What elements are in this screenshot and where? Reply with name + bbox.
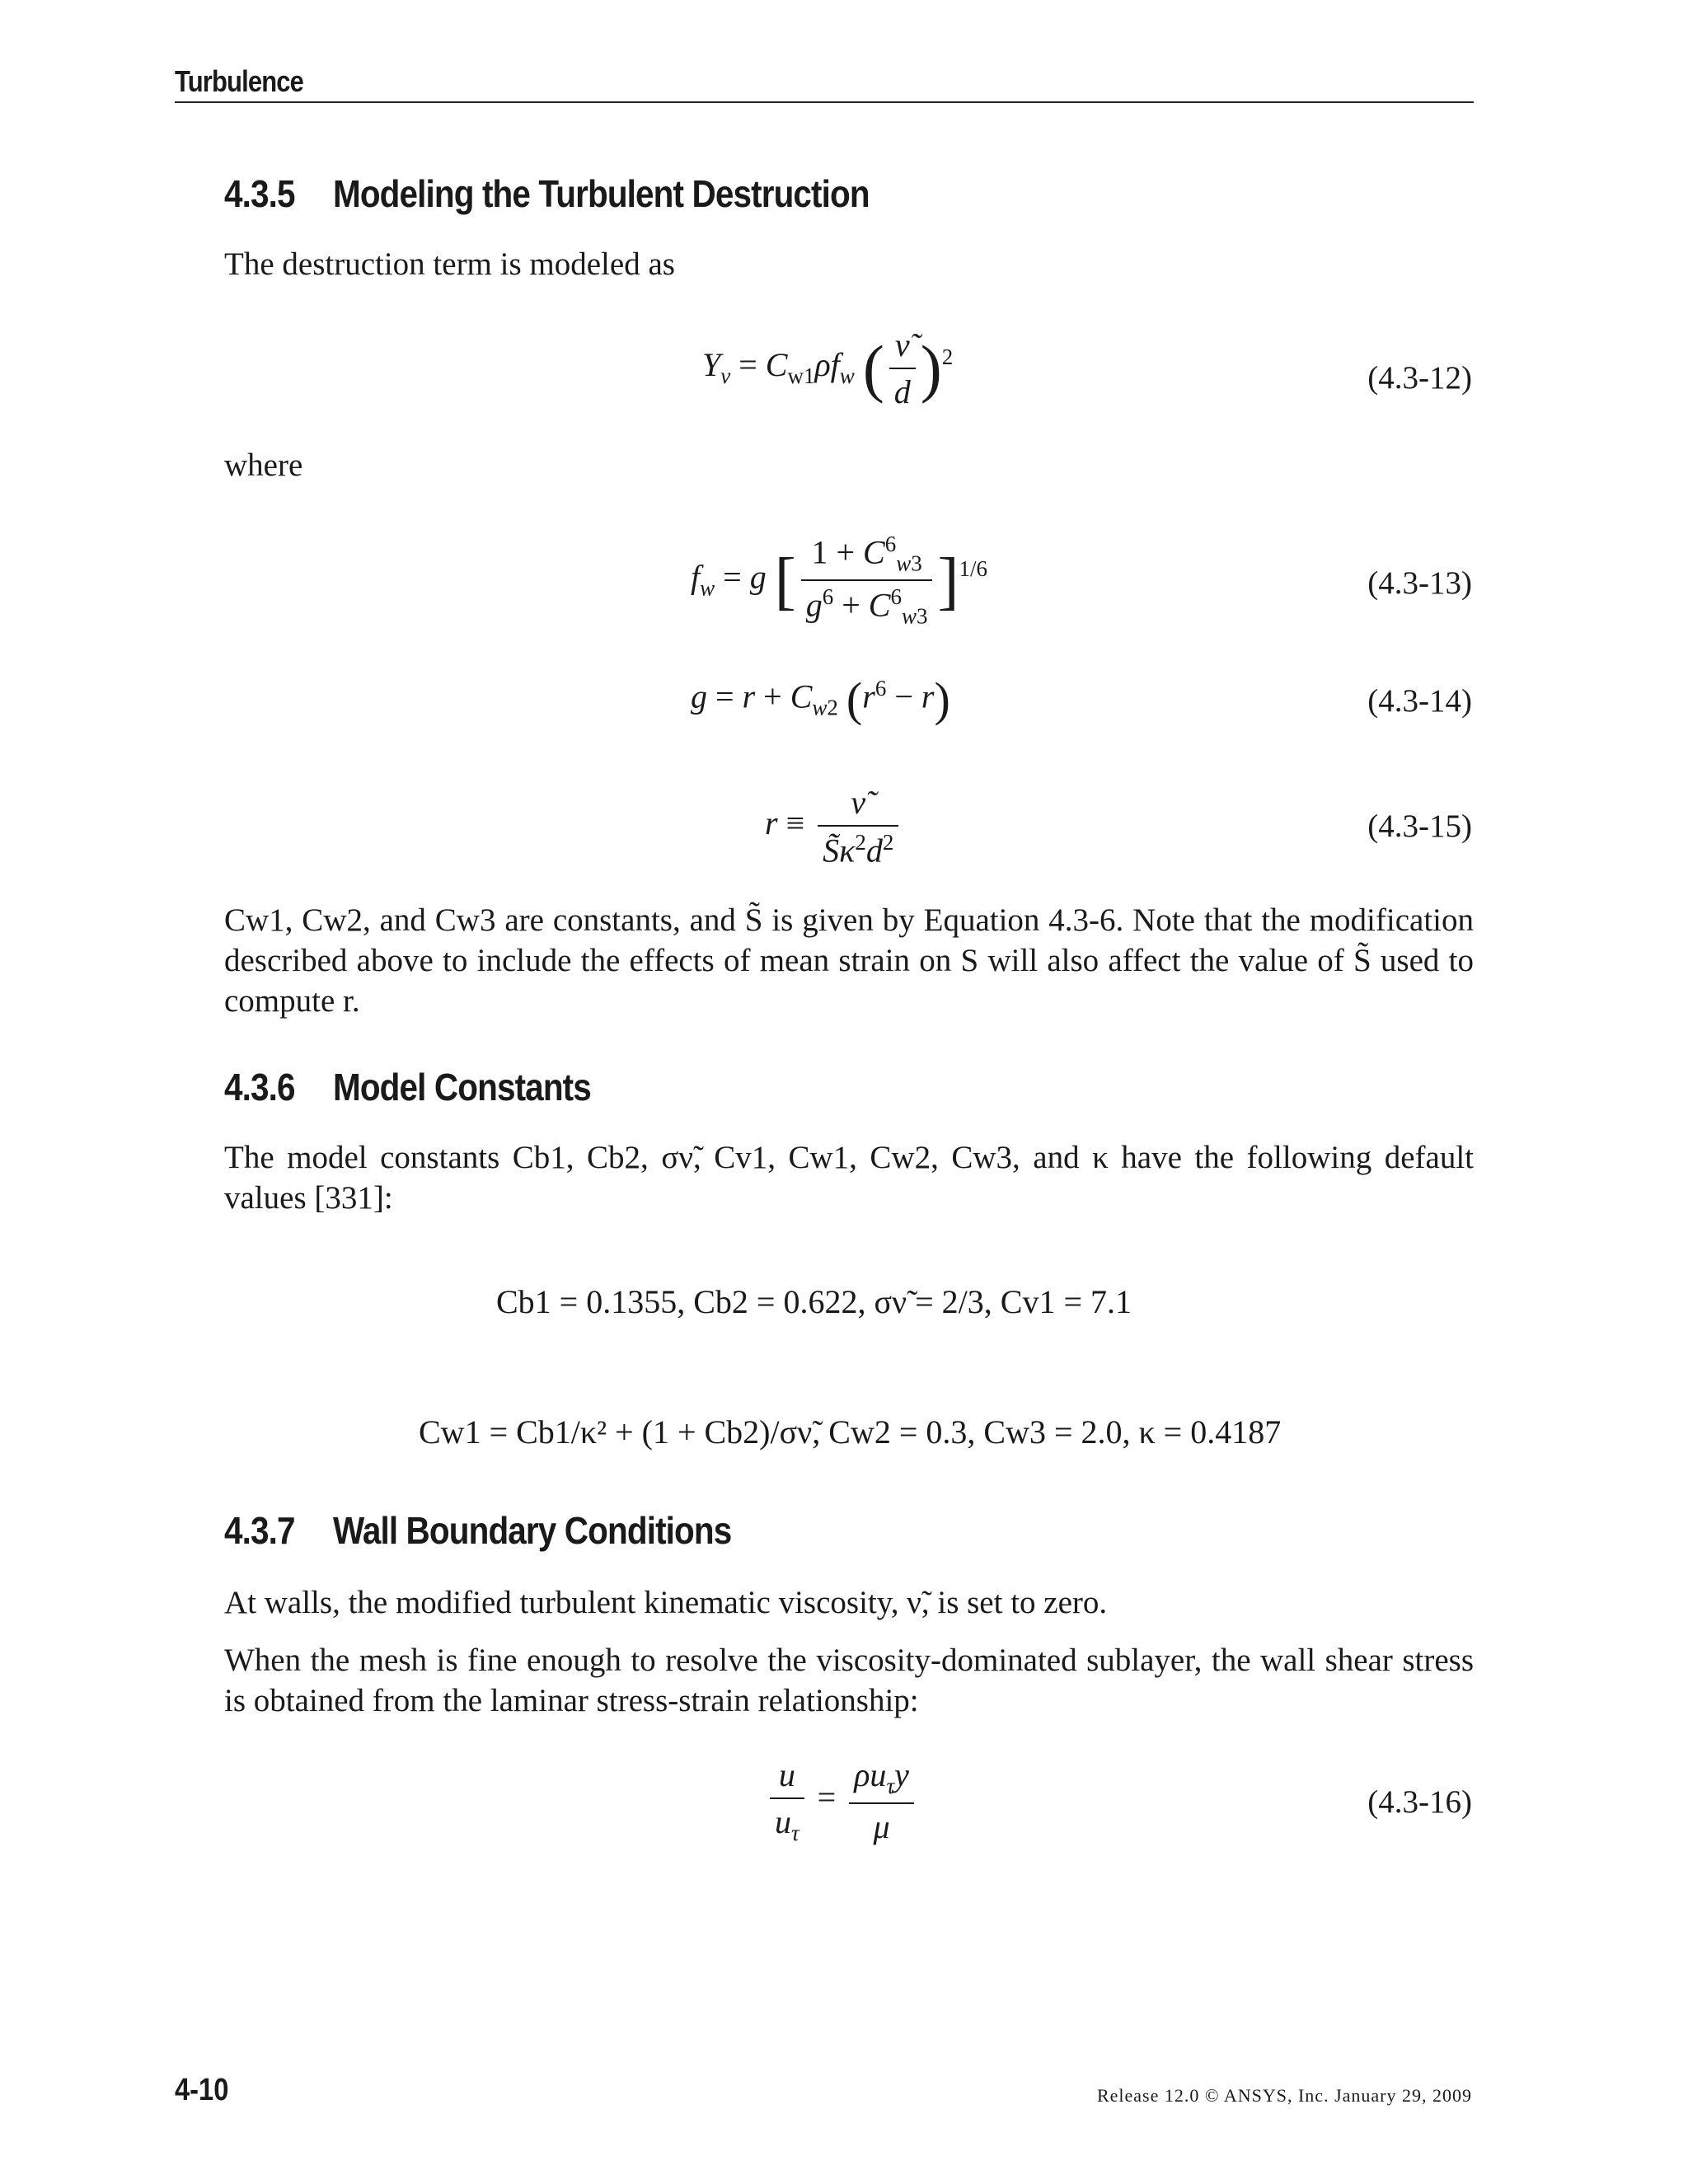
equation-label: (4.3-13) — [1367, 565, 1472, 601]
release-footer: Release 12.0 © ANSYS, Inc. January 29, 2009 — [1096, 2085, 1472, 2106]
paragraph-wall-shear: When the mesh is fine enough to resolve the viscosity-dominated sublayer, the wall shear stress is obtained from the laminar stress-strain relationship: — [224, 1643, 1474, 1718]
equation-constants-line-1: Cb1 = 0.1355, Cb2 = 0.622, σν̃ = 2/3, Cv1 = 7.1 — [496, 1283, 1132, 1320]
section-title: Wall Boundary Conditions — [333, 1509, 732, 1552]
section-number: 4.3.7 — [224, 1509, 295, 1552]
equation-4-3-14: $g = r + C_{w2}$ $(r^6 - r)$ — [691, 673, 950, 727]
equation-constants-line-2: Cw1 = Cb1/κ² + (1 + Cb2)/σν̃, Cw2 = 0.3, Cw3 = 2.0, κ = 0.4187 — [419, 1413, 1282, 1451]
equation-label: (4.3-12) — [1367, 360, 1472, 396]
header-rule — [175, 101, 1474, 103]
section-heading-4-3-5 — [224, 171, 870, 216]
equation-label: (4.3-15) — [1367, 808, 1472, 844]
equation-4-3-16: $\frac{u}{u_\tau}$ = $\frac{\rho u_\tau y}{\mu}$ — [765, 1755, 919, 1846]
section-number: 4.3.5 — [224, 172, 295, 215]
equation-4-3-12: $Y_\nu = C_{w1}\rho f_w$ ( $\frac{\nũ}{d}$ )$^2$ — [702, 326, 954, 410]
section-title: Model Constants — [333, 1066, 591, 1108]
running-header-title: Turbulence — [175, 64, 303, 98]
equation-label: (4.3-14) — [1367, 683, 1472, 719]
section-heading-4-3-6 — [224, 1065, 591, 1109]
paragraph-constants-note: Cw1, Cw2, and Cw3 are constants, and S̃ is given by Equation 4.3-6. Note that the modification described above to include the effects of mean strain on S will also affect the value of S̃ used to compute r. — [224, 902, 1474, 1019]
paragraph-destruction-intro: The destruction term is modeled as — [224, 246, 675, 282]
section-title: Modeling the Turbulent Destruction — [333, 172, 870, 215]
equation-label: (4.3-16) — [1367, 1784, 1472, 1820]
paragraph-model-constants-intro: The model constants Cb1, Cb2, σν̃, Cv1, Cw1, Cw2, Cw3, and κ have the following default values [331]: — [224, 1140, 1474, 1216]
section-heading-4-3-7 — [224, 1508, 731, 1553]
paragraph-wall-condition: At walls, the modified turbulent kinematic viscosity, ν̃, is set to zero. — [224, 1585, 1108, 1620]
page-number: 4-10 — [175, 2073, 229, 2107]
equation-4-3-15: r ≡ $\frac{\nũ}{S̃\kappa^2d^2}$ — [765, 783, 903, 869]
section-number: 4.3.6 — [224, 1066, 295, 1108]
equation-4-3-13: $f_w = g$ [ $\frac{1 + C^6_{w3}}{g^6 + C^6_{w3}}$ ]$^{1/6}$ — [691, 532, 987, 629]
paragraph-where: where — [224, 448, 303, 483]
